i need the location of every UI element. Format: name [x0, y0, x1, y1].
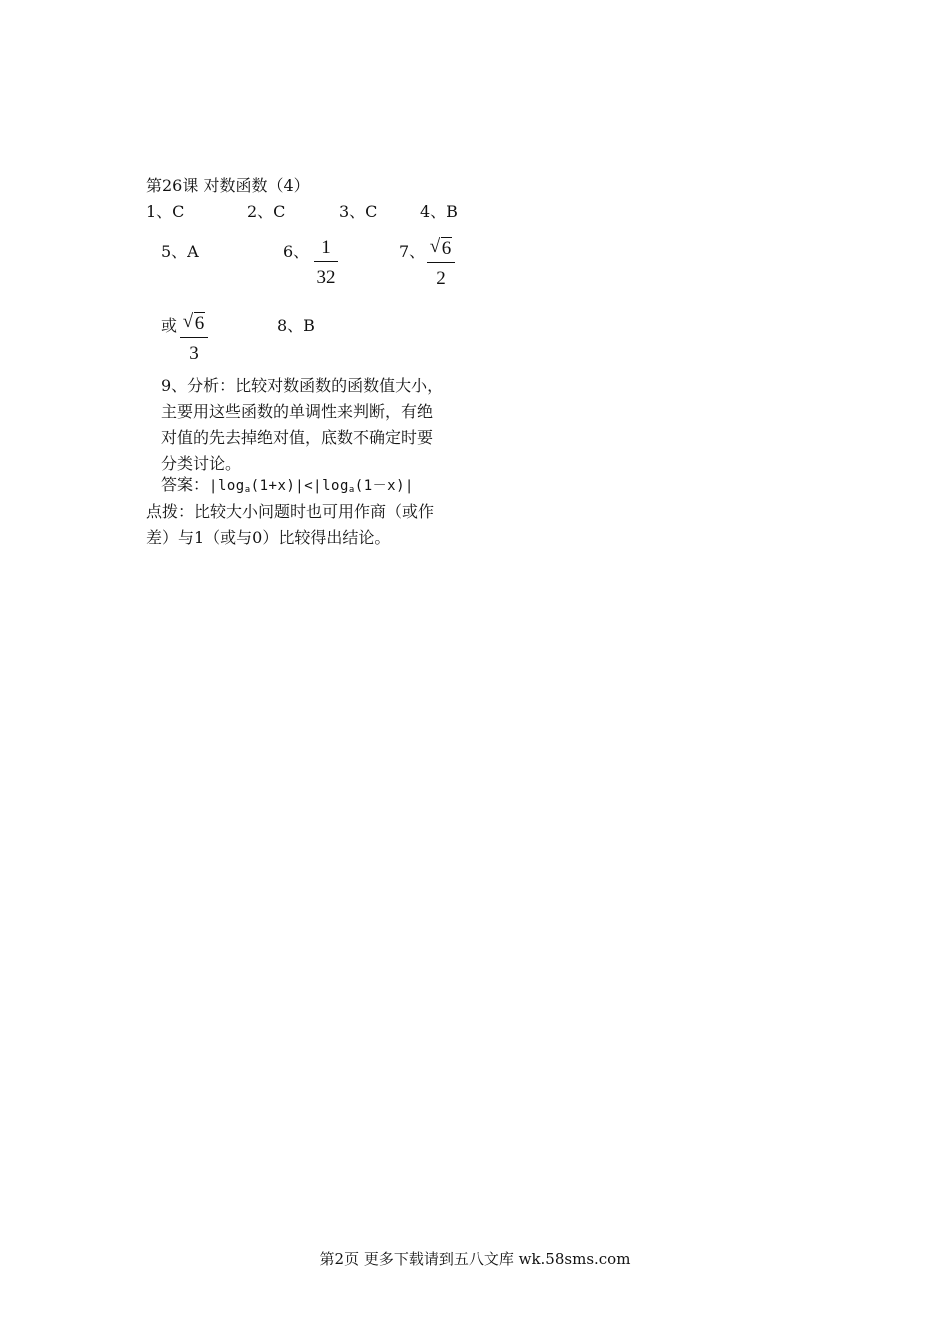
answer-7-label: 7、	[399, 242, 426, 261]
answer-6-denominator: 32	[316, 267, 336, 288]
answer-8: 8、B	[277, 316, 315, 335]
fraction-bar	[427, 262, 455, 263]
analysis-line: 分类讨论。	[161, 454, 242, 473]
analysis-line: 对值的先去掉绝对值，底数不确定时要	[161, 428, 434, 447]
alt-answer-numerator	[180, 311, 208, 334]
analysis-line: 主要用这些函数的单调性来判断，有绝	[161, 402, 434, 421]
answer-1: 1、C	[146, 202, 185, 221]
q9-answer	[161, 477, 414, 495]
answer-formula: $∣\log_a(1+x)∣<∣\log_a(1-x)∣$	[209, 478, 414, 495]
q9-analysis	[161, 373, 481, 477]
answer-7-denominator: 2	[436, 268, 446, 289]
answer-6-numerator: 1	[321, 237, 331, 258]
sqrt-symbol: √ 6	[182, 311, 205, 334]
tip-line: 差）与1（或与0）比较得出结论。	[146, 528, 391, 547]
answer-7-radicand: 6	[441, 238, 452, 259]
answer-7-numerator	[427, 236, 455, 259]
answer-7-fraction	[427, 236, 455, 289]
fraction-bar	[180, 337, 208, 338]
alt-answer-label: 或	[161, 316, 178, 335]
answer-6-label: 6、	[283, 242, 310, 261]
alt-answer-radicand: 6	[194, 313, 205, 334]
alt-answer-denominator: 3	[189, 343, 199, 364]
answer-4: 4、B	[420, 202, 458, 221]
tip-line: 点拨：比较大小问题时也可用作商（或作	[146, 502, 435, 521]
analysis-line: 9、分析：比较对数函数的函数值大小，	[161, 376, 444, 395]
tip-paragraph	[146, 499, 476, 551]
answer-5: 5、A	[161, 242, 199, 261]
answer-6-fraction	[314, 238, 338, 287]
alt-answer-fraction	[180, 311, 208, 364]
answer-3: 3、C	[339, 202, 378, 221]
answer-2: 2、C	[247, 202, 286, 221]
page-title: 第26课 对数函数（4）	[146, 176, 310, 195]
sqrt-symbol: √ 6	[429, 236, 452, 259]
answer-label: 答案：	[161, 475, 210, 494]
page-footer: 第2页 更多下载请到五八文库 wk.58sms.com	[319, 1250, 631, 1268]
fraction-bar	[314, 261, 338, 262]
